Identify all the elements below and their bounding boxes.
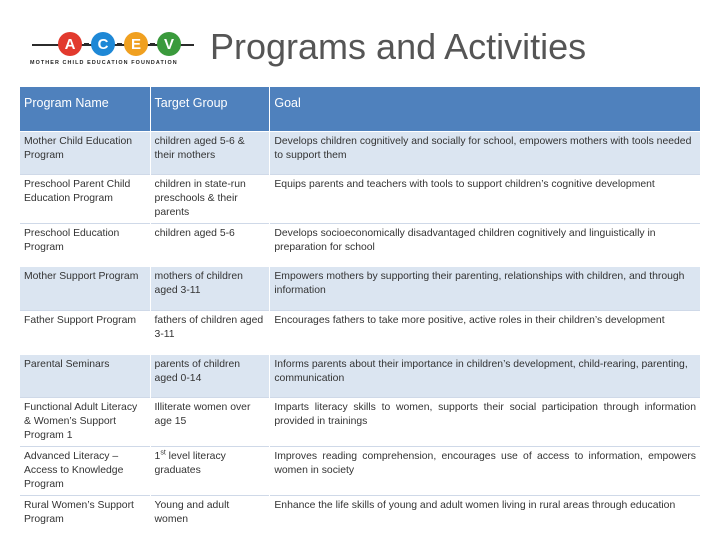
- table-row: [20, 310, 700, 354]
- header-target-group: Target Group: [150, 87, 270, 131]
- goal-cell: Imparts literacy skills to women, supports their social participation through information provided in trainings: [270, 397, 700, 446]
- table-row: [20, 354, 700, 397]
- table-row: [20, 266, 700, 310]
- logo-letter-a: A: [58, 32, 82, 56]
- header-goal: Goal: [274, 96, 301, 110]
- target-group-cell: Illiterate women over age 15: [150, 397, 270, 446]
- target-group-cell: parents of children aged 0-14: [150, 354, 270, 397]
- goal-cell: Informs parents about their importance in children’s development, child-rearing, parenting, communication: [270, 354, 700, 397]
- program-name-cell: Parental Seminars: [20, 354, 150, 397]
- target-group-cell: fathers of children aged 3-11: [150, 310, 270, 354]
- target-group-cell: Young and adult women: [150, 495, 270, 538]
- program-name-cell: Mother Support Program: [20, 266, 150, 310]
- goal-cell: Develops children cognitively and socially for school, empowers mothers with tools needed to support them: [270, 131, 700, 174]
- target-group-cell: mothers of children aged 3-11: [150, 266, 270, 310]
- goal-cell: Empowers mothers by supporting their parenting, relationships with children, and through information: [270, 266, 700, 310]
- logo-subtitle: MOTHER CHILD EDUCATION FOUNDATION: [30, 60, 178, 66]
- programs-table: [20, 87, 700, 538]
- target-text: level literacy graduates: [154, 450, 226, 476]
- goal-cell: Improves reading comprehension, encourages use of access to information, empowers women in society: [270, 446, 700, 495]
- program-name-cell: Father Support Program: [20, 310, 150, 354]
- program-name-cell: Mother Child Education Program: [20, 131, 150, 174]
- target-group-cell: children aged 5-6: [150, 223, 270, 266]
- program-name-cell: Rural Women’s Support Program: [20, 495, 150, 538]
- program-name-cell: Preschool Parent Child Education Program: [20, 174, 150, 223]
- goal-cell: Equips parents and teachers with tools to support children’s cognitive development: [270, 174, 700, 223]
- table-row: [20, 446, 700, 495]
- target-group-cell: [150, 446, 270, 495]
- target-group-cell: children aged 5-6 & their mothers: [150, 131, 270, 174]
- logo-letter-v: V: [157, 32, 181, 56]
- logo-letter-c: C: [91, 32, 115, 56]
- acev-logo: [28, 30, 204, 70]
- logo-dash: [117, 43, 122, 45]
- table-row: [20, 495, 700, 538]
- table-row: [20, 397, 700, 446]
- header-program-name: Program Name: [20, 87, 150, 131]
- goal-cell: Develops socioeconomically disadvantaged children cognitively and linguistically in preparation for school: [270, 223, 700, 266]
- program-name-cell: Functional Adult Literacy & Women’s Support Program 1: [20, 397, 150, 446]
- ordinal-suffix: st: [160, 449, 166, 457]
- logo-dash: [84, 43, 89, 45]
- page-title: Programs and Activities: [210, 26, 587, 67]
- table-row: [20, 223, 700, 266]
- program-name-cell: Preschool Education Program: [20, 223, 150, 266]
- goal-cell: Enhance the life skills of young and adult women living in rural areas through education: [270, 495, 700, 538]
- table-header-row: [20, 87, 700, 131]
- logo-letter-e: E: [124, 32, 148, 56]
- table-row: [20, 131, 700, 174]
- target-number: 1: [154, 450, 161, 462]
- target-group-cell: children in state-run preschools & their parents: [150, 174, 270, 223]
- logo-dash: [150, 43, 155, 45]
- program-name-cell: Advanced Literacy – Access to Knowledge Program: [20, 446, 150, 495]
- table-row: [20, 174, 700, 223]
- goal-cell: Encourages fathers to take more positive, active roles in their children’s development: [270, 310, 700, 354]
- logo-letters: [58, 32, 183, 56]
